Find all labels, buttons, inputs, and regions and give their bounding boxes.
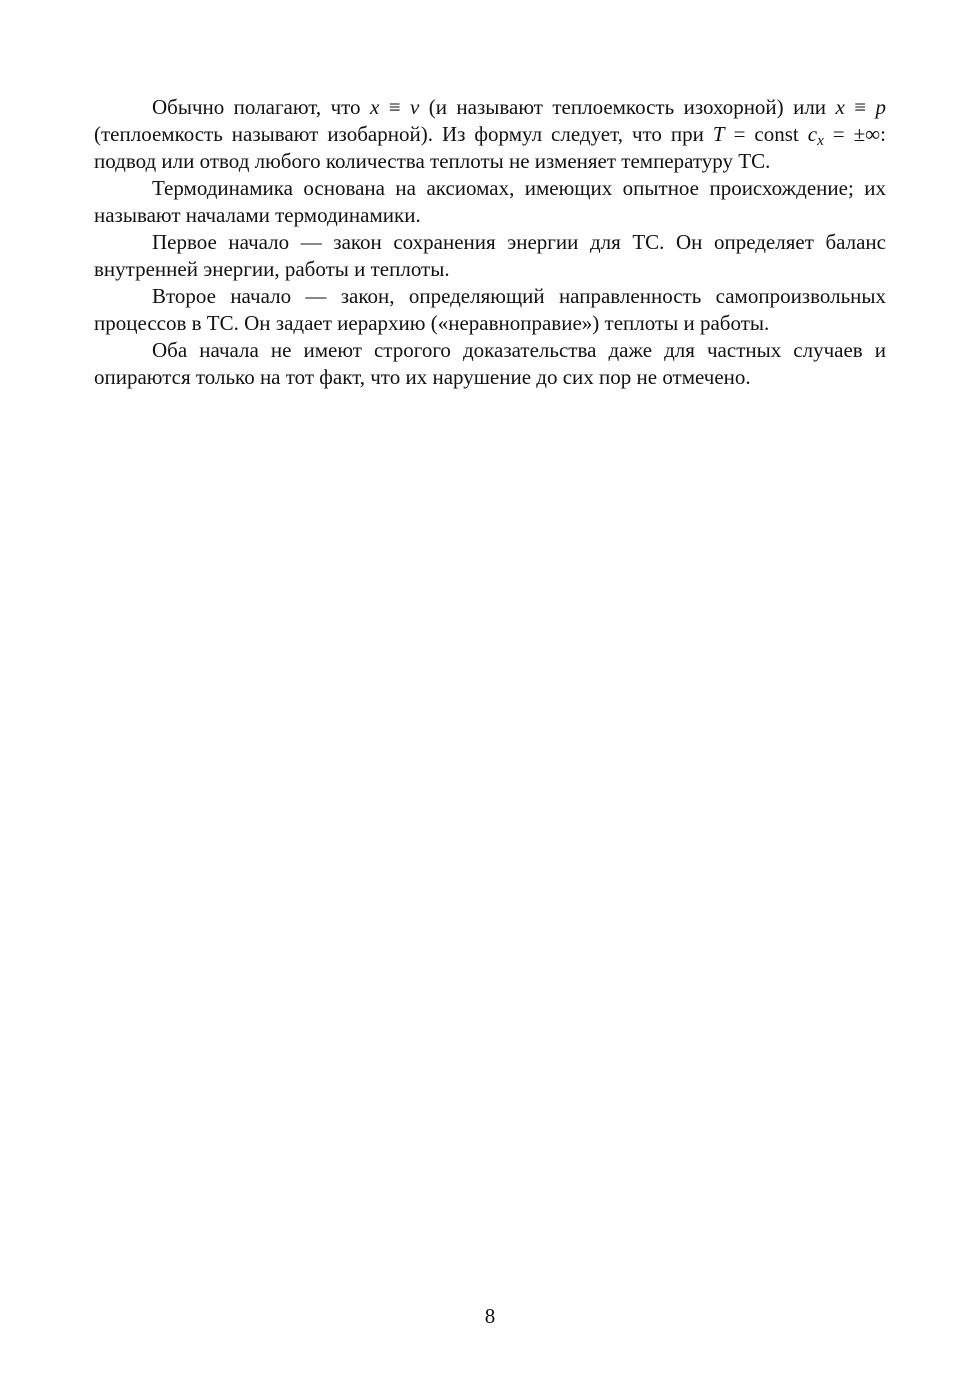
text-run: (и называют теплоемкость изохорной) или (419, 95, 836, 119)
math-symbol: T (712, 122, 725, 146)
paragraph-thermodynamics-axioms: Термодинамика основана на аксиомах, имеющих опытное происхождение; их называют началами термодинамики. (94, 176, 886, 227)
math-symbol: x (835, 95, 845, 119)
math-symbol: x (369, 95, 380, 119)
paragraph-second-law: Второе начало — закон, определяющий направленность самопроизвольных процессов в ТС. Он задает иерархию («неравноправие») теплоты и работы. (94, 284, 886, 335)
paragraph-laws-proof: Оба начала не имеют строгого доказательства даже для частных случаев и опираются только на тот факт, что их нарушение до сих пор не отмечено. (94, 338, 886, 389)
math-subscript: x (817, 133, 824, 150)
math-symbol: c (807, 122, 818, 146)
math-symbol: v (410, 95, 420, 119)
text-run: Обычно полагают, что (152, 95, 370, 119)
page-number: 8 (484, 1304, 496, 1328)
body-text (94, 94, 886, 391)
paragraph-first-law: Первое начало — закон сохранения энергии для ТС. Он определяет баланс внутренней энергии, работы и теплоты. (94, 230, 886, 281)
text-run: (теплоемкость называют изобарной). Из формул следует, что при (94, 122, 713, 146)
text-run: ≡ (379, 95, 410, 119)
text-run: = ±∞: подвод или отвод любого количества теплоты не изменяет температуру ТС. (94, 122, 886, 173)
paragraph-heat-capacity (94, 94, 886, 175)
text-run: = const (724, 122, 808, 146)
text-run: ≡ (844, 95, 876, 119)
math-symbol: p (875, 95, 887, 119)
